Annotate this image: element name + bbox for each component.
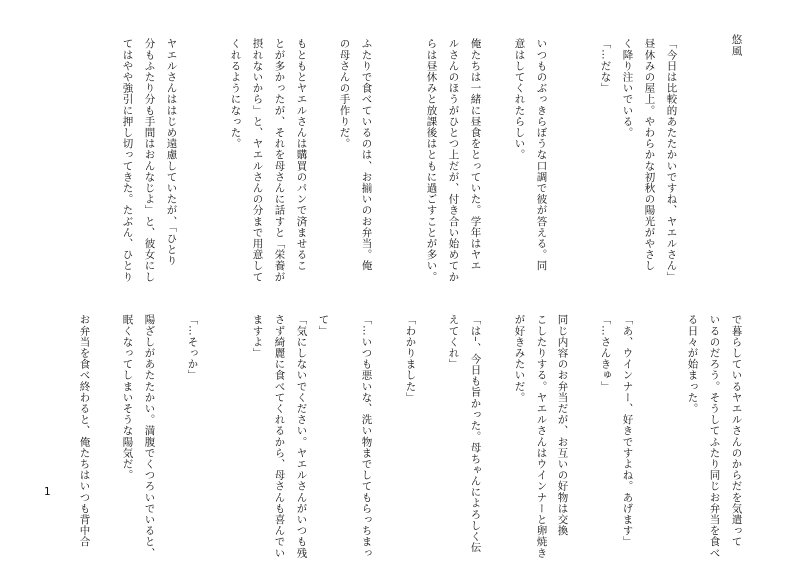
text-column: 眠くなってしまいそうな陽気だ。 — [121, 314, 134, 481]
text-column: もともとヤエルさんは購買のパンで済ませるこ — [295, 38, 308, 272]
text-column: 意はしてくれたらしい。 — [513, 38, 526, 161]
text-column: て」 — [317, 314, 330, 337]
text-column: いつものぶっきらぼうな口調で彼が答える。同 — [535, 38, 548, 272]
text-column: 「…そっか」 — [186, 314, 199, 381]
text-column: で暮らしているヤエルさんのからだを気遣って — [730, 314, 743, 548]
text-column: ルさんのほうがひとつ上だが、付き合い始めてか — [447, 38, 460, 283]
text-column: こしたりする。ヤエルさんはウインナーと卵焼き — [535, 314, 548, 559]
text-column: さず綺麗に食べてくれるから、母さんも喜んでい — [273, 314, 286, 559]
text-column: 同じ内容のお弁当だが、お互いの好物は交換 — [556, 314, 569, 536]
text-column: 「わかりました」 — [404, 314, 417, 403]
text-column: お弁当を食べ終わると、俺たちはいつも背中合 — [78, 314, 91, 548]
text-column: 「…だな」 — [599, 38, 612, 94]
text-column: の母さんの手作りだ。 — [338, 38, 351, 149]
text-column: が好きみたいだ。 — [513, 314, 526, 403]
text-column: てはやや強引に押し切ってきた。たぶん、ひとり — [121, 38, 134, 283]
text-column: 「…さんきゅ」 — [599, 314, 612, 392]
text-column: 俺たちは一緒に昼食をとっていた。学年はヤエ — [469, 38, 482, 272]
text-column: 「あ、ウインナー、好きですよね。あげます」 — [621, 314, 634, 548]
text-column: えてくれ」 — [447, 314, 460, 370]
text-column: とが多かったが、それを母さんに話すと「栄養が — [273, 38, 286, 283]
page-number: 1 — [44, 486, 51, 498]
text-column: くれるようになった。 — [229, 38, 242, 149]
text-column: る日々が始まった。 — [686, 314, 699, 414]
text-column: 昼休みの屋上。やわらかな初秋の陽光がやさし — [643, 38, 656, 272]
text-column: らは昼休みと放課後はともに過ごすことが多い。 — [425, 38, 438, 283]
text-column: ふたりで食べているのは、お揃いのお弁当。俺 — [360, 38, 373, 272]
text-column: 摂れないから」と、ヤエルさんの分まで用意して — [251, 38, 264, 283]
text-column: ますよ」 — [251, 314, 264, 359]
text-column: ヤエルさんははじめ遠慮していたが、「ひとり — [165, 38, 178, 266]
text-column: く降り注いでいる。 — [621, 38, 634, 138]
text-column: 「は–、今日も旨かった。母ちゃんによろしく伝 — [469, 314, 482, 553]
text-column: 「今日は比較的あたたかいですね、ヤエルさん」 — [665, 38, 678, 283]
text-column: 「…いつも悪いな、洗い物までしてもらっちまっ — [360, 314, 373, 559]
text-column: 陽ざしがあたたかい。満腹でくつろいでいると、 — [143, 314, 156, 559]
text-column: 「気にしないでください。ヤエルさんがいつも残 — [295, 314, 308, 559]
text-column: いるのだろう。そうしてふたり同じお弁当を食べ — [708, 314, 721, 559]
story-title: 悠風 — [730, 34, 743, 57]
text-column: 分もふたり分も手間はおんなじよ」と、彼女にし — [143, 38, 156, 283]
